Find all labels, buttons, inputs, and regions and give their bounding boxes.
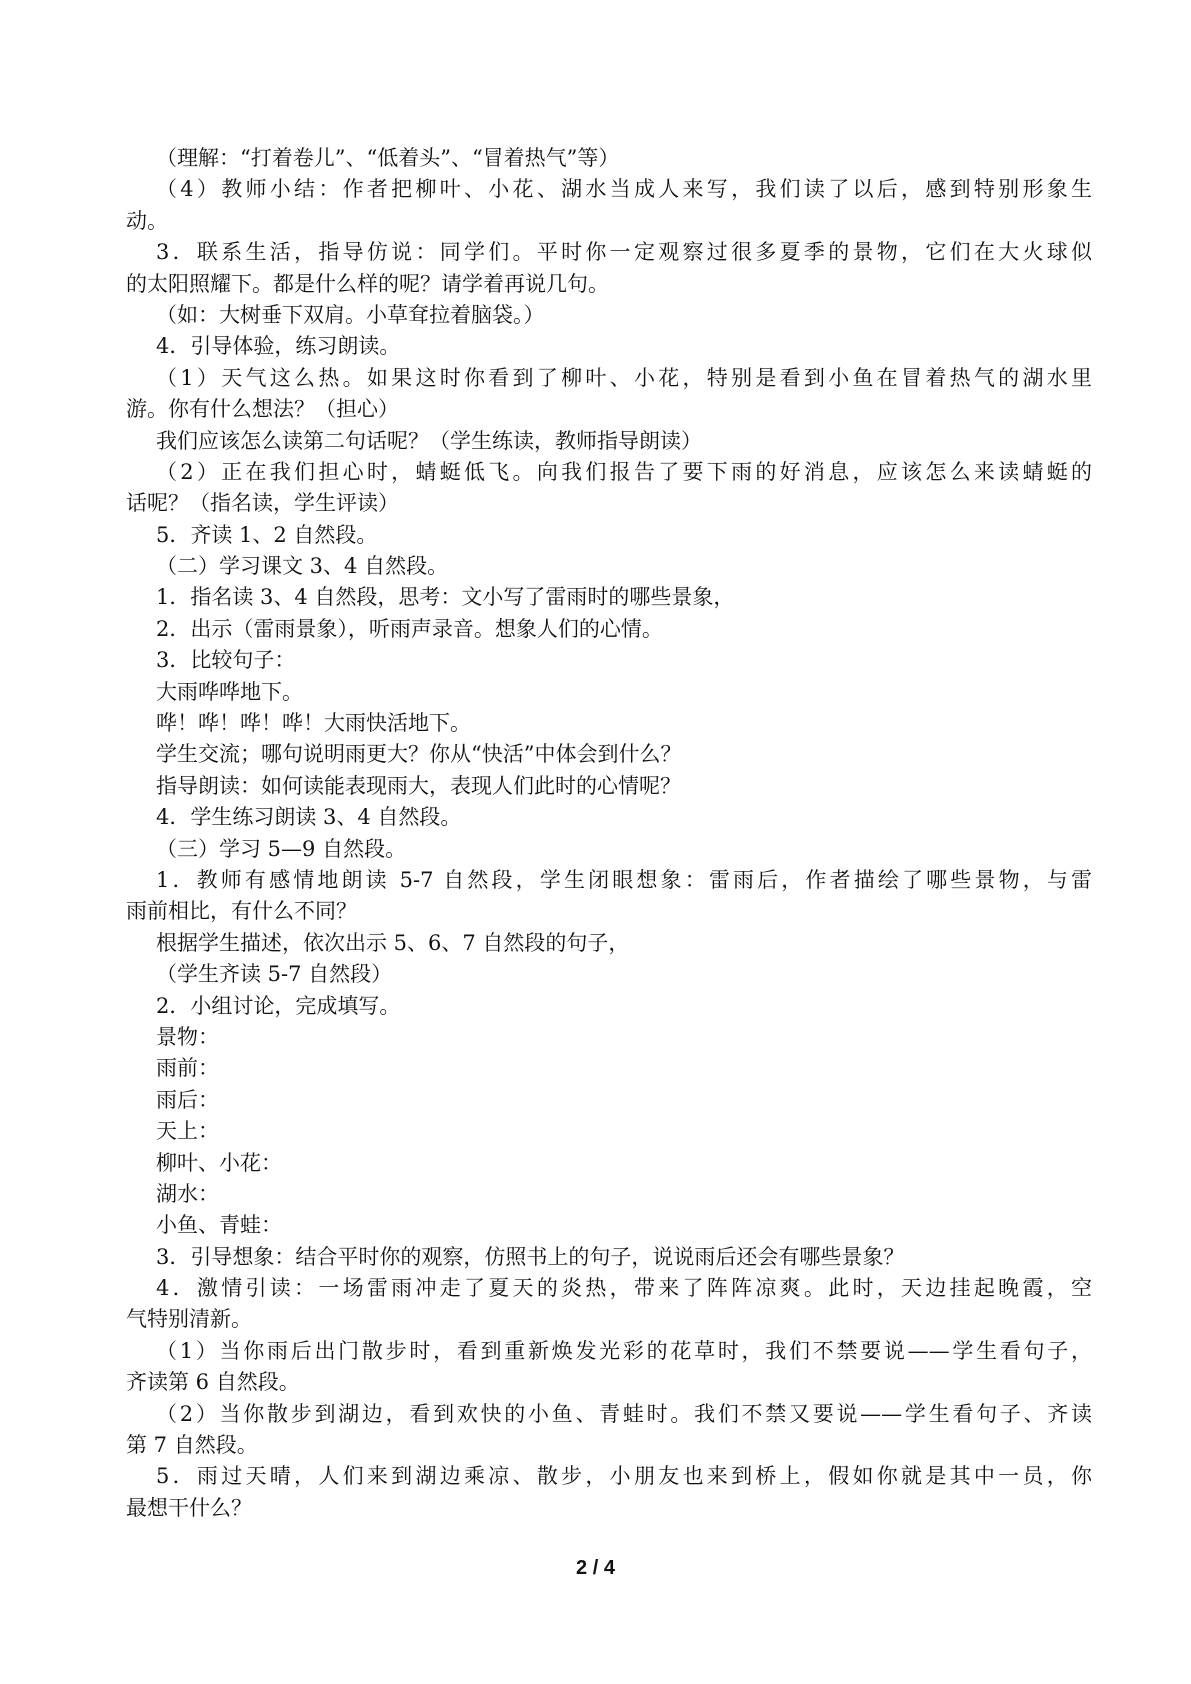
text-line: 最想干什么？: [126, 1495, 252, 1520]
text-line: 游。你有什么想法？（担心）: [126, 397, 399, 422]
text-line: 话呢？（指名读，学生评读）: [126, 491, 399, 516]
text-line: （二）学习课文 3、4 自然段。: [156, 554, 449, 579]
text-line: （2）正在我们担心时，蜻蜓低飞。向我们报告了要下雨的好消息，应该怎么来读蜻蜓的: [156, 459, 1092, 484]
text-line: 3．比较句子：: [156, 648, 296, 673]
text-line: 天上：: [156, 1119, 219, 1144]
text-line: 动。: [126, 208, 168, 233]
text-line: 雨前相比，有什么不同？: [126, 899, 357, 924]
text-line: 的太阳照耀下。都是什么样的呢？请学着再说几句。: [126, 271, 609, 296]
text-line: 5．齐读 1、2 自然段。: [156, 522, 378, 547]
page-number: 2 / 4: [576, 1557, 615, 1579]
text-line: 2．出示（雷雨景象），听雨声录音。想象人们的心情。: [156, 616, 663, 641]
text-line: （如：大树垂下双肩。小草耷拉着脑袋。）: [156, 302, 545, 327]
text-line: （1）当你雨后出门散步时，看到重新焕发光彩的花草时，我们不禁要说——学生看句子，: [156, 1338, 1092, 1363]
text-line: 3．联系生活，指导仿说：同学们。平时你一定观察过很多夏季的景物，它们在大火球似: [156, 240, 1092, 265]
text-line: （三）学习 5—9 自然段。: [156, 836, 407, 861]
text-line: 1．指名读 3、4 自然段，思考：文小写了雷雨时的哪些景象，: [156, 585, 735, 610]
text-line: 景物：: [156, 1024, 219, 1049]
text-line: 1．教师有感情地朗读 5-7 自然段，学生闭眼想象：雷雨后，作者描绘了哪些景物，与雷: [156, 867, 1092, 892]
text-line: （4）教师小结：作者把柳叶、小花、湖水当成人来写，我们读了以后，感到特别形象生: [156, 177, 1092, 202]
text-line: 柳叶、小花：: [156, 1150, 282, 1175]
text-line: 根据学生描述，依次出示 5、6、7 自然段的句子，: [156, 930, 630, 955]
text-line: 小鱼、青蛙：: [156, 1213, 282, 1238]
text-line: 哗！哗！哗！哗！大雨快活地下。: [156, 711, 471, 736]
text-line: （理解：“打着卷儿”、“低着头”、“冒着热气”等）: [156, 146, 620, 170]
text-line: 5．雨过天晴，人们来到湖边乘凉、散步，小朋友也来到桥上，假如你就是其中一员，你: [156, 1464, 1092, 1489]
document-body: [126, 143, 1092, 1524]
text-line: （2）当你散步到湖边，看到欢快的小鱼、青蛙时。我们不禁又要说——学生看句子、齐读: [156, 1401, 1092, 1426]
text-line: 雨后：: [156, 1087, 219, 1112]
text-line: 3．引导想象：结合平时你的观察，仿照书上的句子，说说雨后还会有哪些景象？: [156, 1244, 905, 1269]
text-line: 湖水：: [156, 1181, 219, 1206]
text-line: 指导朗读：如何读能表现雨大，表现人们此时的心情呢？: [156, 773, 681, 798]
text-line: 学生交流；哪句说明雨更大？你从“快活”中体会到什么？: [156, 742, 682, 767]
text-line: 我们应该怎么读第二句话呢？（学生练读，教师指导朗读）: [156, 428, 702, 453]
text-line: 雨前：: [156, 1056, 219, 1081]
text-line: 大雨哗哗地下。: [156, 679, 303, 704]
text-line: 齐读第 6 自然段。: [126, 1370, 300, 1395]
text-line: 4．学生练习朗读 3、4 自然段。: [156, 805, 462, 830]
text-line: 第 7 自然段。: [126, 1433, 258, 1458]
text-line: （学生齐读 5-7 自然段）: [156, 962, 393, 987]
text-line: 4．激情引读：一场雷雨冲走了夏天的炎热，带来了阵阵凉爽。此时，天边挂起晚霞，空: [156, 1276, 1092, 1301]
text-line: （1）天气这么热。如果这时你看到了柳叶、小花，特别是看到小鱼在冒着热气的湖水里: [156, 365, 1092, 390]
text-line: 气特别清新。: [126, 1307, 252, 1332]
text-line: 2．小组讨论，完成填写。: [156, 993, 401, 1018]
text-line: 4．引导体验，练习朗读。: [156, 334, 401, 359]
